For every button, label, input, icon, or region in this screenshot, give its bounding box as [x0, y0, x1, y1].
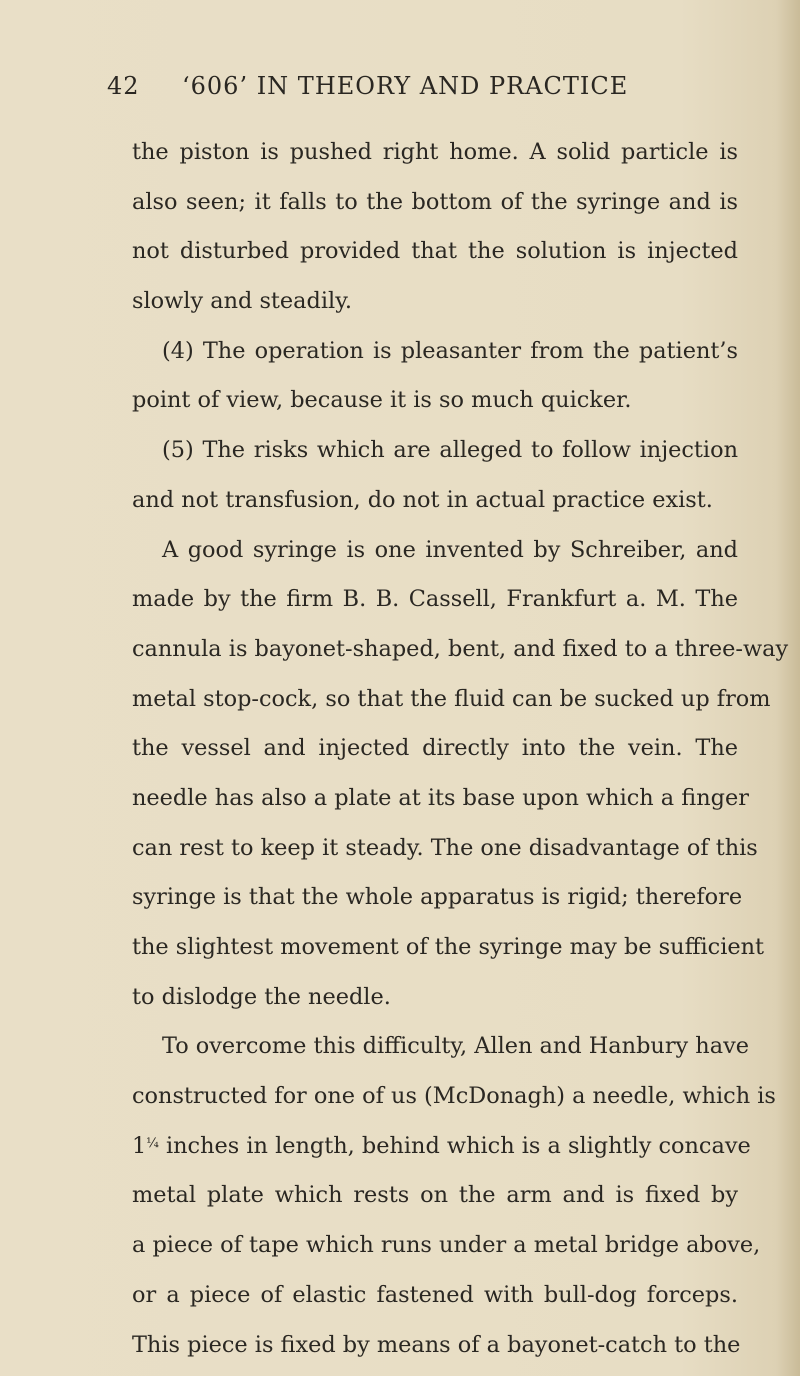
text-line: needle has also a plate at its base upon which a finger: [132, 784, 749, 811]
text-line: point of view, because it is so much quicker.: [132, 387, 632, 414]
text-line: (5) The risks which are alleged to follow injection: [162, 437, 738, 464]
text-line: cannula is bayonet-shaped, bent, and fixed to a three-way: [132, 635, 789, 662]
text-line: This piece is fixed by means of a bayonet-catch to the: [132, 1331, 741, 1358]
text-line: the slightest movement of the syringe may be sufficient: [132, 934, 765, 960]
text-line: the piston is pushed right home. A solid particle is: [132, 139, 738, 165]
text-line: a piece of tape which runs under a metal bridge above,: [132, 1232, 761, 1259]
text-line: the vessel and injected directly into the vein. The: [132, 735, 738, 762]
text-line: or a piece of elastic fastened with bull-dog forceps.: [132, 1281, 738, 1308]
measure-rest: inches in length, behind which is a slightly concave: [158, 1132, 751, 1159]
text-line: metal plate which rests on the arm and is fixed by: [132, 1182, 738, 1209]
page-number: 42: [107, 72, 140, 100]
text-line: syringe is that the whole apparatus is rigid; therefore: [132, 884, 743, 911]
text-line: (4) The operation is pleasanter from the patient’s: [162, 337, 738, 364]
text-line: can rest to keep it steady. The one disadvantage of this: [132, 834, 758, 861]
text-line: made by the firm B. B. Cassell, Frankfurt a. M. The: [132, 586, 738, 613]
text-line: not disturbed provided that the solution is injected: [132, 238, 738, 265]
text-line: slowly and steadily.: [132, 288, 352, 315]
text-line: and not transfusion, do not in actual practice exist.: [132, 486, 713, 513]
text-line: to dislodge the needle.: [132, 983, 391, 1010]
measure-fraction: ¼: [146, 1135, 159, 1151]
text-line: To overcome this difficulty, Allen and Hanbury have: [162, 1033, 749, 1060]
text-line: metal stop-cock, so that the fluid can be sucked up from: [132, 685, 771, 712]
text-line: also seen; it falls to the bottom of the syringe and is: [132, 188, 738, 215]
running-header: [107, 72, 727, 112]
text-line: A good syringe is one invented by Schreiber, and: [162, 536, 738, 563]
running-title: ‘606’ IN THEORY AND PRACTICE: [182, 72, 629, 100]
body-text: [132, 128, 789, 1370]
measure-whole: 1: [132, 1132, 147, 1159]
text-line-measure: [132, 1122, 751, 1172]
text-line: constructed for one of us (McDonagh) a needle, which is: [132, 1083, 776, 1110]
